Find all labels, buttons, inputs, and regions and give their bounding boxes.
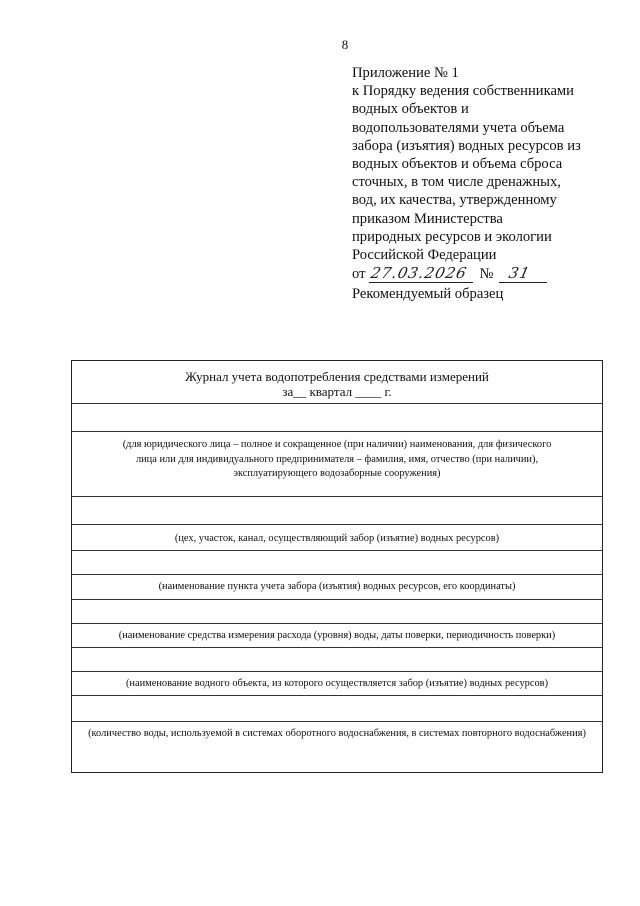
- appendix-line: забора (изъятия) водных ресурсов из: [352, 137, 581, 154]
- fill-line: [72, 550, 602, 551]
- recommended-sample-label: Рекомендуемый образец: [352, 286, 504, 302]
- caption-operator: (для юридического лица – полное и сокращенное (при наличии) наименования, для физического лица или для индивидуального предпринимателя – фамилия, имя, отчество (при наличии), эксплуатирующего водозаборные сооружения): [122, 439, 552, 479]
- fill-line: [72, 403, 602, 404]
- appendix-line: водных объектов и объема сброса: [352, 156, 563, 173]
- appendix-header: [352, 64, 614, 283]
- appendix-line: природных ресурсов и экологии: [352, 228, 552, 245]
- fill-line: [72, 623, 602, 624]
- page-number: 8: [341, 37, 349, 52]
- appendix-line: Российской Федерации: [352, 247, 497, 264]
- appendix-line: приказом Министерства: [352, 210, 503, 227]
- appendix-line: водных объектов и: [352, 101, 469, 118]
- journal-form: [71, 360, 603, 773]
- fill-line: [72, 599, 602, 600]
- caption-metering-point: (наименование пункта учета забора (изъятия) водных ресурсов, его координаты): [158, 581, 516, 592]
- appendix-line: вод, их качества, утвержденному: [352, 192, 557, 209]
- fill-line: [72, 496, 602, 497]
- fill-line: [72, 721, 602, 722]
- fill-line: [72, 695, 602, 696]
- handwritten-date: 27.03.2026: [369, 264, 470, 283]
- fill-line: [72, 574, 602, 575]
- order-date-number-line: [352, 264, 614, 283]
- appendix-line: водопользователями учета объема: [352, 119, 565, 136]
- journal-title-block: [72, 369, 602, 399]
- number-prefix: №: [479, 266, 494, 283]
- fill-line: [72, 671, 602, 672]
- number-field: [499, 264, 547, 283]
- handwritten-number: 31: [507, 264, 533, 283]
- date-field: [369, 264, 473, 283]
- fill-line: [72, 524, 602, 525]
- caption-measuring-instrument: (наименование средства измерения расхода (уровня) воды, даты поверки, периодичность поверки): [118, 630, 556, 641]
- fill-line: [72, 647, 602, 648]
- caption-water-quantity: (количество воды, используемой в системах оборотного водоснабжения, в системах повторного водоснабжения): [88, 728, 586, 739]
- date-prefix: от: [352, 266, 366, 283]
- appendix-line: сточных, в том числе дренажных,: [352, 174, 561, 191]
- journal-period: за__ квартал ____ г.: [282, 384, 392, 399]
- journal-title: Журнал учета водопотребления средствами измерений: [185, 369, 489, 384]
- caption-water-body: (наименование водного объекта, из которого осуществляется забор (изъятие) водных ресурсов): [125, 678, 549, 689]
- caption-workshop: (цех, участок, канал, осуществляющий забор (изъятие) водных ресурсов): [174, 533, 500, 544]
- appendix-line: Приложение № 1: [352, 65, 459, 81]
- appendix-line: к Порядку ведения собственниками: [352, 83, 574, 100]
- fill-line: [72, 431, 602, 432]
